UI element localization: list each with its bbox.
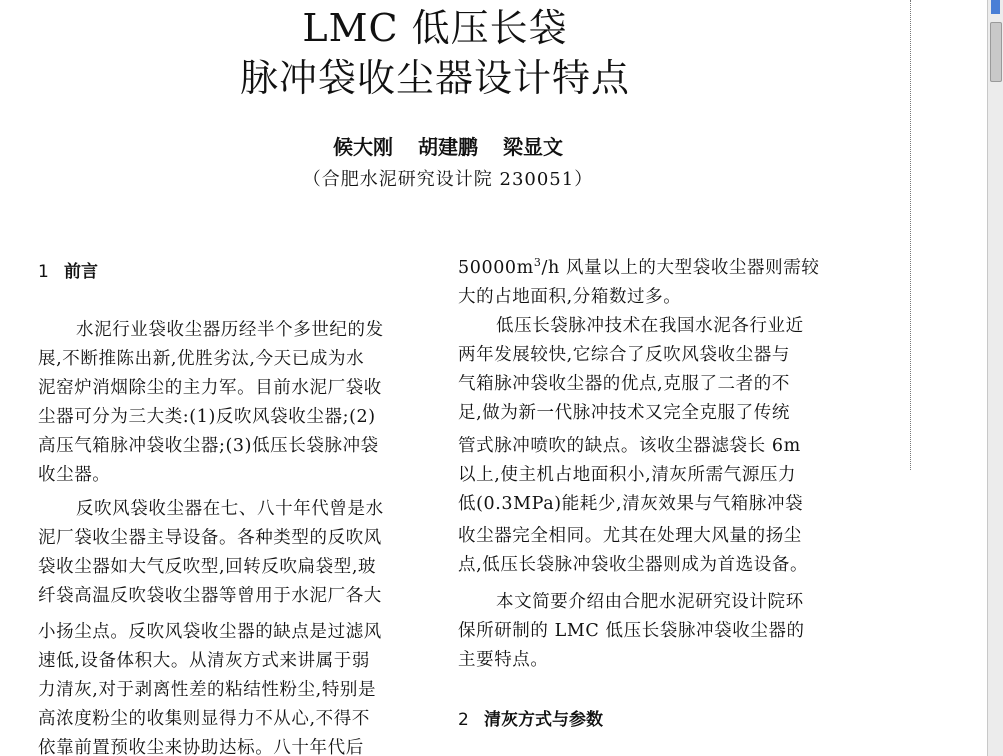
paragraph-line: 以上,使主机占地面积小,清灰所需气源压力: [458, 465, 797, 485]
paragraph-line: 反吹风袋收尘器在七、八十年代曾是水: [76, 499, 384, 519]
section-2-title: 清灰方式与参数: [484, 710, 603, 730]
paper-affiliation: （合肥水泥研究设计院 230051）: [302, 169, 594, 190]
paragraph-line: 高压气箱脉冲袋收尘器;(3)低压长袋脉冲袋: [38, 436, 379, 456]
page-margin-rule: [910, 0, 912, 470]
paragraph-line: 保所研制的 LMC 低压长袋脉冲袋收尘器的: [458, 621, 805, 641]
airflow-value: 50000m: [458, 258, 534, 278]
scrollbar-thumb[interactable]: [990, 22, 1002, 82]
paragraph-line: 气箱脉冲袋收尘器的优点,克服了二者的不: [458, 374, 790, 394]
paragraph-line: 依靠前置预收尘来协助达标。八十年代后: [38, 738, 364, 756]
paragraph-line: 纤袋高温反吹袋收尘器等曾用于水泥厂各大: [38, 586, 382, 606]
paragraph-line: 展,不断推陈出新,优胜劣汰,今天已成为水: [38, 349, 365, 369]
paragraph-line: 力清灰,对于剥离性差的粘结性粉尘,特别是: [38, 680, 377, 700]
vertical-scrollbar[interactable]: [987, 0, 1003, 756]
paragraph-line: 速低,设备体积大。从清灰方式来讲属于弱: [38, 651, 370, 671]
paragraph-line: 本文简要介绍由合肥水泥研究设计院环: [496, 592, 804, 612]
paper-title-line1: LMC 低压长袋: [302, 6, 568, 50]
paragraph-line: 收尘器。: [38, 465, 111, 485]
scroll-position-marker: [991, 0, 1000, 14]
paper-authors: 候大刚 胡建鹏 梁显文: [333, 135, 563, 159]
paragraph-line: 收尘器完全相同。尤其在处理大风量的扬尘: [458, 526, 802, 546]
paragraph-line: [458, 256, 819, 280]
paragraph-line: 足,做为新一代脉冲技术又完全克服了传统: [458, 403, 790, 423]
airflow-unit-superscript: 3: [533, 256, 542, 270]
airflow-text: /h 风量以上的大型袋收尘器则需较: [541, 258, 820, 278]
paragraph-line: 尘器可分为三大类:(1)反吹风袋收尘器;(2): [38, 407, 376, 427]
section-1-heading: [38, 260, 98, 284]
paragraph-line: 袋收尘器如大气反吹型,回转反吹扁袋型,玻: [38, 557, 377, 577]
paper-title-line2: 脉冲袋收尘器设计特点: [239, 56, 630, 100]
paragraph-line: 低(0.3MPa)能耗少,清灰效果与气箱脉冲袋: [458, 494, 804, 514]
section-1-number: 1: [38, 262, 49, 282]
section-1-title: 前言: [64, 262, 98, 282]
section-2-number: 2: [458, 710, 469, 730]
paragraph-line: 水泥行业袋收尘器历经半个多世纪的发: [76, 320, 384, 340]
paragraph-line: 小扬尘点。反吹风袋收尘器的缺点是过滤风: [38, 622, 382, 642]
paragraph-line: 主要特点。: [458, 650, 549, 670]
paragraph-line: 泥窑炉消烟除尘的主力军。目前水泥厂袋收: [38, 378, 382, 398]
paragraph-line: 大的占地面积,分箱数过多。: [458, 287, 682, 307]
paragraph-line: 泥厂袋收尘器主导设备。各种类型的反吹风: [38, 528, 382, 548]
paragraph-line: 管式脉冲喷吹的缺点。该收尘器滤袋长 6m: [458, 436, 801, 456]
section-2-heading: [458, 708, 603, 732]
paragraph-line: 低压长袋脉冲技术在我国水泥各行业近: [496, 316, 804, 336]
paragraph-line: 点,低压长袋脉冲袋收尘器则成为首选设备。: [458, 555, 809, 575]
paragraph-line: 两年发展较快,它综合了反吹风袋收尘器与: [458, 345, 790, 365]
paragraph-line: 高浓度粉尘的收集则显得力不从心,不得不: [38, 709, 370, 729]
